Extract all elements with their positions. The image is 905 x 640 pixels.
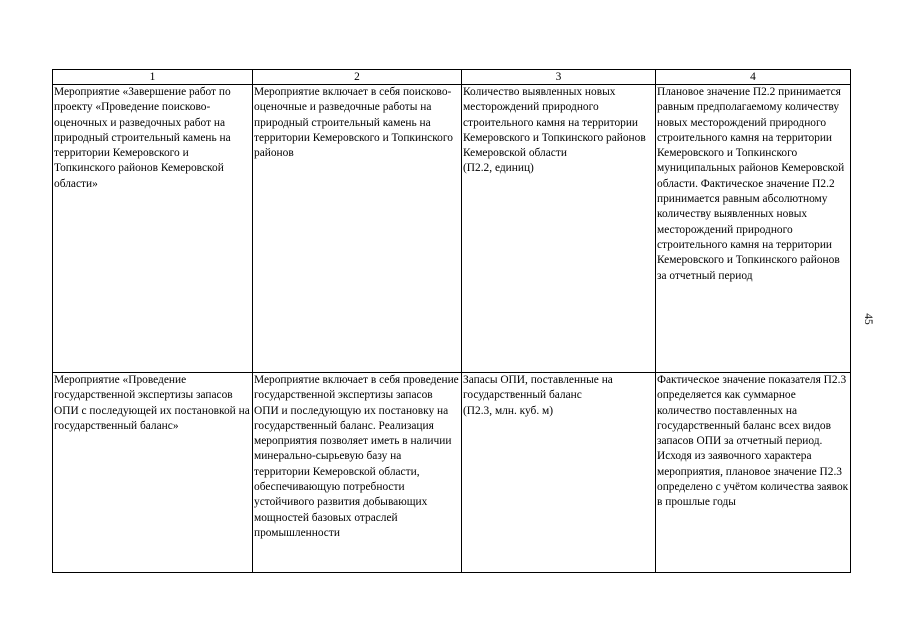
measure-name: Мероприятие «Завершение работ по проекту «Проведение поисково-оценочных и разведочных работ на природный строительный камень на территории Кемеровского и Топкинского районов Кемеровской области» <box>54 86 231 190</box>
indicator-method-cell <box>656 85 851 373</box>
indicator-name: Количество выявленных новых месторождений природного строительного камня на территории Кемеровского и Топкинского районов Кемеровской области <box>463 86 646 160</box>
column-number-2: 2 <box>253 70 462 85</box>
column-number-1: 1 <box>53 70 253 85</box>
indicator-method: Фактическое значение показателя П2.3 определяется как суммарное количество поставленных на государственный баланс всех видов запасов ОПИ за отчетный период. Исходя из заявочного характера мероприятия, плановое значение П2.3 определено с учётом количества заявок в прошлые годы <box>657 374 849 509</box>
measures-table <box>52 69 851 573</box>
indicator-method-cell <box>656 373 851 573</box>
column-number-4: 4 <box>656 70 851 85</box>
measure-description-cell <box>253 85 462 373</box>
measure-description: Мероприятие включает в себя проведение государственной экспертизы запасов ОПИ и последующую их постановку на государственный баланс. Реализация мероприятия позволяет иметь в наличии минерально-сырьевую базу на территории Кемеровской области, обеспечивающую потребности устойчивого развития добывающих мощностей базовых отраслей промышленности <box>254 374 459 539</box>
indicator-unit: (П2.2, единиц) <box>463 162 534 175</box>
indicator-cell <box>462 85 656 373</box>
indicator-unit: (П2.3, млн. куб. м) <box>463 404 554 417</box>
table-row <box>53 373 851 573</box>
table-row <box>53 85 851 373</box>
column-number-row <box>53 70 851 85</box>
measure-description-cell <box>253 373 462 573</box>
measure-description: Мероприятие включает в себя поисково-оценочные и разведочные работы на природный строительный камень на территории Кемеровского и Топкинского районов <box>254 86 453 160</box>
measure-name: Мероприятие «Проведение государственной экспертизы запасов ОПИ с последующей их постановкой на государственный баланс» <box>54 374 250 432</box>
page-number: 45 <box>861 313 874 325</box>
indicator-method: Плановое значение П2.2 принимается равным предполагаемому количеству новых месторождений природного строительного камня на территории Кемеровского и Топкинского муниципальных районов Кемеровской области. Фактическое значение П2.2 принимается равным абсолютному количеству выявленных новых месторождений природного строительного камня на территории Кемеровского и Топкинского районов за отчетный период <box>657 86 845 282</box>
column-number-3: 3 <box>462 70 656 85</box>
measure-name-cell <box>53 373 253 573</box>
measure-name-cell <box>53 85 253 373</box>
indicator-name: Запасы ОПИ, поставленные на государственный баланс <box>463 374 613 402</box>
indicator-cell <box>462 373 656 573</box>
